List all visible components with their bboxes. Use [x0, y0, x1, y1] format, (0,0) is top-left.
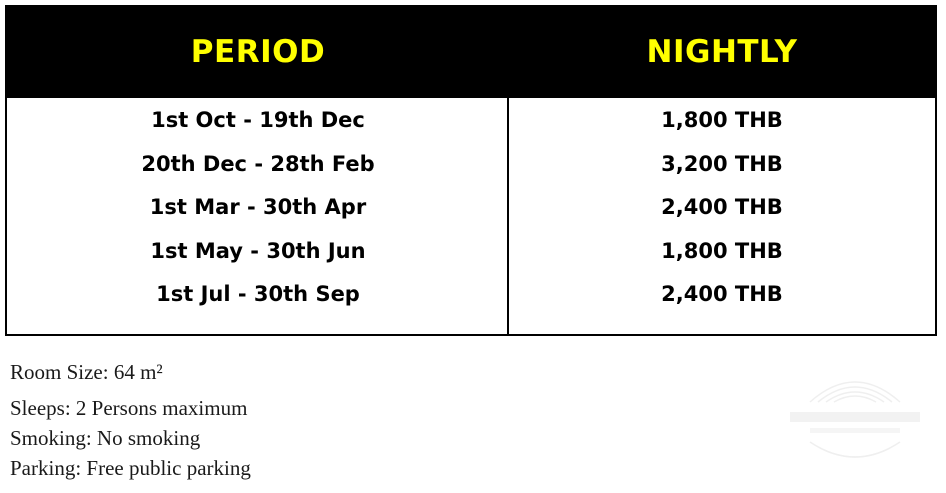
watermark-logo-icon [780, 362, 930, 472]
table-row [7, 143, 935, 187]
header-period: PERIOD [190, 34, 326, 70]
table-row [7, 99, 935, 143]
table-header [7, 7, 935, 98]
period-cell: 1st May - 30th Jun [150, 238, 366, 263]
nightly-rate-cell: 2,400 THB [661, 282, 783, 306]
table-row [7, 186, 935, 230]
period-cell: 1st Jul - 30th Sep [156, 282, 360, 306]
nightly-rate-cell: 1,800 THB [661, 238, 783, 263]
room-details [10, 357, 251, 483]
period-cell: 20th Dec - 28th Feb [141, 151, 375, 176]
period-cell: 1st Oct - 19th Dec [151, 108, 365, 132]
rate-table [5, 5, 937, 336]
parking-text: Parking: Free public parking [10, 456, 251, 480]
sleeps-text: Sleeps: 2 Persons maximum [10, 396, 248, 420]
table-row [7, 273, 935, 317]
table-body [7, 98, 935, 317]
room-size-text: Room Size: 64 m² [10, 360, 163, 384]
table-row [7, 230, 935, 274]
nightly-rate-cell: 1,800 THB [661, 108, 783, 132]
smoking-text: Smoking: No smoking [10, 426, 201, 450]
period-cell: 1st Mar - 30th Apr [149, 195, 367, 219]
nightly-rate-cell: 2,400 THB [661, 195, 783, 219]
nightly-rate-cell: 3,200 THB [661, 151, 783, 176]
header-nightly: NIGHTLY [646, 34, 798, 70]
